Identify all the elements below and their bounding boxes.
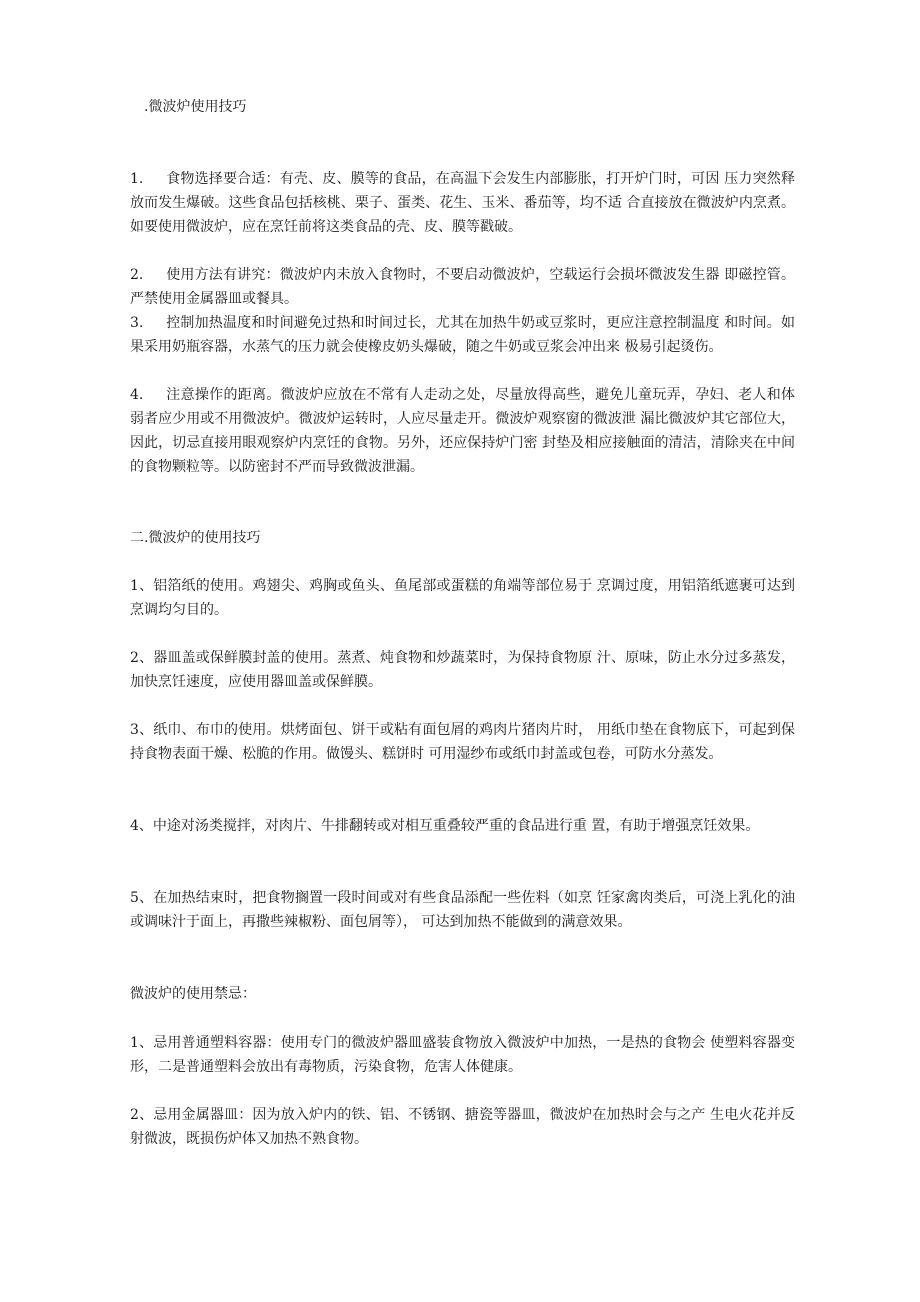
- section3-item-1: 1、忌用普通塑料容器：使用专门的微波炉器皿盛装食物放入微波炉中加热，一是热的食物会 使塑料容器变形，二是普通塑料会放出有毒物质，污染食物，危害人体健康。: [130, 1035, 795, 1075]
- section1-item-1: [130, 167, 795, 239]
- section1-item-2: [130, 263, 795, 311]
- item-number: 2.: [130, 267, 144, 283]
- section3-title: 微波炉的使用禁忌：: [130, 986, 256, 1002]
- section2-title: 二.微波炉的使用技巧: [130, 530, 261, 546]
- section1-item-3: [130, 311, 795, 359]
- section2-item-4: 4、中途对汤类搅拌，对肉片、牛排翻转或对相互重叠较严重的食品进行重 置，有助于增强烹饪效果。: [130, 818, 760, 834]
- item-text: 使用方法有讲究：微波炉内未放入食物时，不要启动微波炉，空载运行会损坏微波发生器 即磁控管。严禁使用金属器皿或餐具。: [130, 267, 795, 307]
- section3-item-2: 2、忌用金属器皿：因为放入炉内的铁、铝、不锈钢、搪瓷等器皿，微波炉在加热时会与之产 生电火花并反射微波，既损伤炉体又加热不熟食物。: [130, 1107, 795, 1147]
- item-number: 1.: [130, 171, 144, 187]
- section2-item-5: 5、在加热结束时，把食物搁置一段时间或对有些食品添配一些佐料（如烹 饪家禽肉类后，可浇上乳化的油或调味汁于面上，再撒些辣椒粉、面包屑等）， 可达到加热不能做到的满意效果。: [130, 890, 795, 930]
- section1-item-4: [130, 383, 795, 479]
- section2-item-2: 2、器皿盖或保鲜膜封盖的使用。蒸煮、炖食物和炒蔬菜时，为保持食物原 汁、原味，防止水分过多蒸发，加快烹饪速度，应使用器皿盖或保鲜膜。: [130, 650, 795, 690]
- item-text: 食物选择要合适：有壳、皮、膜等的食品，在高温下会发生内部膨胀，打开炉门时，可因 压力突然释放而发生爆破。这些食品包括核桃、栗子、蛋类、花生、玉米、番茄等，均不适 合直接放在微波炉内烹煮。如要使用微波炉，应在烹饪前将这类食品的壳、皮、膜等戳破。: [130, 171, 795, 235]
- item-text: 控制加热温度和时间避免过热和时间过长，尤其在加热牛奶或豆浆时，更应注意控制温度 和时间。如果采用奶瓶容器，水蒸气的压力就会使橡皮奶头爆破，随之牛奶或豆浆会冲出来 极易引起烫伤。: [130, 315, 795, 355]
- section2-item-1: 1、铝箔纸的使用。鸡翅尖、鸡胸或鱼头、鱼尾部或蛋糕的角端等部位易于 烹调过度，用铝箔纸遮裹可达到烹调均匀目的。: [130, 578, 795, 618]
- item-number: 3.: [130, 315, 144, 331]
- item-text: 注意操作的距离。微波炉应放在不常有人走动之处，尽量放得高些，避免儿童玩弄，孕妇、老人和体弱者应少用或不用微波炉。微波炉运转时，人应尽量走开。微波炉观察窗的微波泄 漏比微波炉其它部位大，因此，切忌直接用眼观察炉内烹饪的食物。另外，还应保持炉门密 封垫及相应接触面的清洁，清除夹在中间的食物颗粒等。以防密封不严而导致微波泄漏。: [130, 387, 795, 475]
- section2-item-3: 3、纸巾、布巾的使用。烘烤面包、饼干或粘有面包屑的鸡肉片猪肉片时， 用纸巾垫在食物底下，可起到保持食物表面干燥、松脆的作用。做馒头、糕饼时 可用湿纱布或纸巾封盖或包卷，可防水分蒸发。: [130, 722, 795, 762]
- item-number: 4.: [130, 387, 144, 403]
- section1-title: .微波炉使用技巧: [144, 99, 247, 115]
